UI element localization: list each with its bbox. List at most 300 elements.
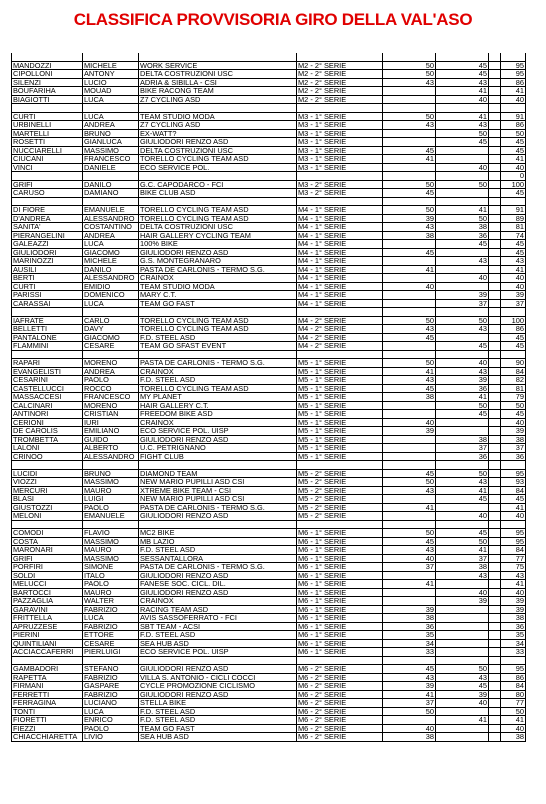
total-points-cell: 41 [501, 87, 526, 96]
category-cell: M2 - 2° SERIE [297, 95, 383, 104]
surname-cell: MARTELLI [12, 129, 83, 138]
total-points-cell: 45 [501, 333, 526, 342]
race1-points-cell [383, 129, 436, 138]
extra-cell [489, 444, 501, 453]
category-cell: M4 - 2° SERIE [297, 325, 383, 334]
total-points-cell [501, 520, 526, 529]
team-cell: VILLA S. ANTONIO - CICLI COCCI [139, 673, 297, 682]
race2-points-cell: 45 [436, 682, 489, 691]
firstname-cell: DANILO [83, 180, 139, 189]
race2-points-cell: 50 [436, 537, 489, 546]
team-cell [139, 350, 297, 359]
extra-cell [489, 495, 501, 504]
total-points-cell: 33 [501, 648, 526, 657]
team-cell: U.C. PETRIGNANO [139, 444, 297, 453]
table-row [12, 112, 526, 121]
team-cell: CRAINOX [139, 367, 297, 376]
race2-points-cell [436, 724, 489, 733]
firstname-cell: MASSIMO [83, 146, 139, 155]
table-row [12, 401, 526, 410]
category-cell: M6 - 1° SERIE [297, 639, 383, 648]
race2-points-cell [436, 639, 489, 648]
total-points-cell: 95 [501, 61, 526, 70]
race1-points-cell: 45 [383, 189, 436, 198]
extra-cell [489, 656, 501, 665]
total-points-cell: 35 [501, 631, 526, 640]
firstname-cell [83, 308, 139, 317]
surname-cell: FIORETTI [12, 716, 83, 725]
firstname-cell: EMANUELE [83, 512, 139, 521]
team-cell: DIAMOND TEAM [139, 469, 297, 478]
race2-points-cell [436, 333, 489, 342]
separator-row [12, 53, 526, 61]
category-cell: M4 - 2° SERIE [297, 342, 383, 351]
category-cell: M6 - 2° SERIE [297, 673, 383, 682]
surname-cell: PIERINI [12, 631, 83, 640]
team-cell: ADRIA & SIBILLA - CSI [139, 78, 297, 87]
firstname-cell: GIANLUCA [83, 138, 139, 147]
surname-cell: D'ANDREA [12, 214, 83, 223]
team-cell: FREEDOM BIKE ASD [139, 410, 297, 419]
surname-cell: CERIONI [12, 418, 83, 427]
total-points-cell: 86 [501, 121, 526, 130]
category-cell [297, 308, 383, 317]
category-cell: M4 - 2° SERIE [297, 316, 383, 325]
race2-points-cell: 40 [436, 274, 489, 283]
race1-points-cell [383, 350, 436, 359]
total-points-cell [501, 350, 526, 359]
extra-cell [489, 512, 501, 521]
category-cell: M5 - 1° SERIE [297, 418, 383, 427]
category-cell: M6 - 2° SERIE [297, 682, 383, 691]
surname-cell: SANITA' [12, 223, 83, 232]
total-points-cell: 39 [501, 291, 526, 300]
category-cell: M5 - 2° SERIE [297, 486, 383, 495]
firstname-cell [83, 197, 139, 206]
race2-points-cell: 41 [436, 112, 489, 121]
firstname-cell: MICHELE [83, 257, 139, 266]
race1-points-cell [383, 401, 436, 410]
race2-points-cell [436, 614, 489, 623]
surname-cell: SOLDI [12, 571, 83, 580]
team-cell: TORELLO CYCLING TEAM ASD [139, 325, 297, 334]
separator-row [12, 104, 526, 113]
table-row [12, 240, 526, 249]
table-row [12, 70, 526, 79]
total-points-cell: 37 [501, 444, 526, 453]
total-points-cell [501, 308, 526, 317]
extra-cell [489, 282, 501, 291]
total-points-cell: 95 [501, 665, 526, 674]
table-row [12, 665, 526, 674]
firstname-cell: BRUNO [83, 129, 139, 138]
race2-points-cell [436, 461, 489, 470]
table-row [12, 367, 526, 376]
table-row [12, 138, 526, 147]
total-points-cell: 34 [501, 639, 526, 648]
table-row [12, 231, 526, 240]
total-points-cell: 91 [501, 112, 526, 121]
firstname-cell: ITALO [83, 571, 139, 580]
total-points-cell: 41 [501, 503, 526, 512]
table-row [12, 546, 526, 555]
surname-cell: EVANGELISTI [12, 367, 83, 376]
category-cell: M5 - 1° SERIE [297, 410, 383, 419]
category-cell: M5 - 1° SERIE [297, 384, 383, 393]
surname-cell: MASSACCESI [12, 393, 83, 402]
surname-cell: BARTOCCI [12, 588, 83, 597]
surname-cell: MARONARI [12, 546, 83, 555]
firstname-cell: DAVY [83, 325, 139, 334]
race2-points-cell [436, 707, 489, 716]
table-row [12, 724, 526, 733]
race2-points-cell: 43 [436, 478, 489, 487]
surname-cell [12, 53, 83, 61]
race2-points-cell [436, 172, 489, 181]
category-cell: M4 - 2° SERIE [297, 333, 383, 342]
team-cell: TEAM GO FAST [139, 724, 297, 733]
category-cell: M5 - 1° SERIE [297, 452, 383, 461]
race1-points-cell: 38 [383, 614, 436, 623]
team-cell: Z7 CYCLING ASD [139, 121, 297, 130]
surname-cell: CURTI [12, 282, 83, 291]
total-points-cell: 50 [501, 401, 526, 410]
race2-points-cell [436, 155, 489, 164]
table-row [12, 121, 526, 130]
race2-points-cell [436, 580, 489, 589]
table-row [12, 597, 526, 606]
race1-points-cell [383, 240, 436, 249]
category-cell: M3 - 1° SERIE [297, 146, 383, 155]
race2-points-cell: 41 [436, 546, 489, 555]
surname-cell [12, 197, 83, 206]
category-cell [297, 350, 383, 359]
firstname-cell: MASSIMO [83, 554, 139, 563]
surname-cell: VINCI [12, 163, 83, 172]
total-points-cell: 43 [501, 571, 526, 580]
firstname-cell: DOMENICO [83, 291, 139, 300]
surname-cell: COMODI [12, 529, 83, 538]
race1-points-cell: 37 [383, 699, 436, 708]
firstname-cell: ANTONY [83, 70, 139, 79]
surname-cell [12, 308, 83, 317]
category-cell: M6 - 1° SERIE [297, 622, 383, 631]
extra-cell [489, 257, 501, 266]
extra-cell [489, 699, 501, 708]
surname-cell: COSTA [12, 537, 83, 546]
race1-points-cell: 45 [383, 146, 436, 155]
surname-cell: GIUSTOZZI [12, 503, 83, 512]
race2-points-cell [436, 418, 489, 427]
total-points-cell: 45 [501, 248, 526, 257]
total-points-cell: 95 [501, 469, 526, 478]
surname-cell: FLAMMINI [12, 342, 83, 351]
category-cell: M5 - 1° SERIE [297, 359, 383, 368]
race1-points-cell: 43 [383, 376, 436, 385]
separator-row [12, 350, 526, 359]
total-points-cell: 84 [501, 367, 526, 376]
category-cell: M4 - 1° SERIE [297, 240, 383, 249]
firstname-cell: CARLO [83, 316, 139, 325]
total-points-cell: 84 [501, 682, 526, 691]
team-cell: PASTA DE CARLONIS - TERMO S.G. [139, 563, 297, 572]
table-row [12, 282, 526, 291]
race1-points-cell: 39 [383, 605, 436, 614]
team-cell: MARY C.T. [139, 291, 297, 300]
total-points-cell [501, 461, 526, 470]
race2-points-cell: 50 [436, 214, 489, 223]
race1-points-cell: 50 [383, 707, 436, 716]
category-cell: M5 - 2° SERIE [297, 469, 383, 478]
firstname-cell [83, 172, 139, 181]
extra-cell [489, 325, 501, 334]
race1-points-cell: 41 [383, 580, 436, 589]
team-cell: EX-WATT? [139, 129, 297, 138]
race2-points-cell: 50 [436, 180, 489, 189]
race1-points-cell: 43 [383, 78, 436, 87]
race1-points-cell [383, 342, 436, 351]
total-points-cell: 38 [501, 733, 526, 742]
surname-cell: ACCIACCAFERRI [12, 648, 83, 657]
firstname-cell: COSTANTINO [83, 223, 139, 232]
race2-points-cell [436, 631, 489, 640]
surname-cell [12, 104, 83, 113]
total-points-cell: 77 [501, 699, 526, 708]
table-row [12, 529, 526, 538]
race1-points-cell [383, 95, 436, 104]
firstname-cell: MAURO [83, 588, 139, 597]
team-cell [139, 656, 297, 665]
firstname-cell: MAURO [83, 546, 139, 555]
firstname-cell: ANDREA [83, 121, 139, 130]
firstname-cell: LUIGI [83, 495, 139, 504]
category-cell [297, 520, 383, 529]
race1-points-cell [383, 257, 436, 266]
table-row [12, 223, 526, 232]
category-cell: M2 - 2° SERIE [297, 87, 383, 96]
extra-cell [489, 580, 501, 589]
race2-points-cell [436, 189, 489, 198]
race1-points-cell: 41 [383, 503, 436, 512]
category-cell: M4 - 1° SERIE [297, 257, 383, 266]
category-cell: M6 - 2° SERIE [297, 665, 383, 674]
total-points-cell: 38 [501, 614, 526, 623]
extra-cell [489, 70, 501, 79]
extra-cell [489, 189, 501, 198]
surname-cell: RAPETTA [12, 673, 83, 682]
race2-points-cell [436, 53, 489, 61]
race1-points-cell [383, 656, 436, 665]
surname-cell: BIAGIOTTI [12, 95, 83, 104]
surname-cell: PARISSI [12, 291, 83, 300]
surname-cell: APRUZZESE [12, 622, 83, 631]
race2-points-cell [436, 308, 489, 317]
team-cell: TORELLO CYCLING TEAM ASD [139, 206, 297, 215]
team-cell: ECO SERVICE POL. [139, 163, 297, 172]
race2-points-cell: 36 [436, 231, 489, 240]
table-row [12, 427, 526, 436]
race2-points-cell: 45 [436, 240, 489, 249]
team-cell [139, 520, 297, 529]
race1-points-cell [383, 172, 436, 181]
total-points-cell: 91 [501, 206, 526, 215]
total-points-cell: 100 [501, 180, 526, 189]
race1-points-cell: 40 [383, 554, 436, 563]
firstname-cell: MICHELE [83, 61, 139, 70]
table-row [12, 257, 526, 266]
total-points-cell: 45 [501, 138, 526, 147]
race2-points-cell: 39 [436, 690, 489, 699]
total-points-cell: 75 [501, 563, 526, 572]
category-cell: M4 - 1° SERIE [297, 248, 383, 257]
team-cell: TEAM STUDIO MODA [139, 282, 297, 291]
team-cell: RACING TEAM ASD [139, 605, 297, 614]
table-row [12, 571, 526, 580]
total-points-cell: 40 [501, 95, 526, 104]
team-cell: CYCLE PROMOZIONE CICLISMO [139, 682, 297, 691]
race1-points-cell: 45 [383, 248, 436, 257]
team-cell: FIGHT CLUB [139, 452, 297, 461]
firstname-cell: MORENO [83, 359, 139, 368]
race1-points-cell: 45 [383, 333, 436, 342]
race2-points-cell: 50 [436, 469, 489, 478]
surname-cell: FRITTELLA [12, 614, 83, 623]
surname-cell: FIEZZI [12, 724, 83, 733]
category-cell [297, 172, 383, 181]
team-cell: Z7 CYCLING ASD [139, 95, 297, 104]
race1-points-cell [383, 410, 436, 419]
firstname-cell: SIMONE [83, 563, 139, 572]
race2-points-cell: 45 [436, 61, 489, 70]
surname-cell: CARASSAI [12, 299, 83, 308]
table-row [12, 359, 526, 368]
race1-points-cell: 50 [383, 316, 436, 325]
table-row [12, 682, 526, 691]
team-cell: ECO SERVICE POL. UISP [139, 648, 297, 657]
race2-points-cell [436, 197, 489, 206]
race2-points-cell: 41 [436, 206, 489, 215]
team-cell: PASTA DE CARLONIS - TERMO S.G. [139, 359, 297, 368]
category-cell [297, 53, 383, 61]
extra-cell [489, 333, 501, 342]
extra-cell [489, 452, 501, 461]
table-row [12, 214, 526, 223]
race1-points-cell: 50 [383, 112, 436, 121]
race2-points-cell: 41 [436, 486, 489, 495]
category-cell: M4 - 1° SERIE [297, 223, 383, 232]
firstname-cell: LIVIO [83, 733, 139, 742]
team-cell: NEW MARIO PUPILLI ASD CSI [139, 495, 297, 504]
race1-points-cell [383, 138, 436, 147]
race2-points-cell: 45 [436, 138, 489, 147]
extra-cell [489, 146, 501, 155]
surname-cell: GAMBADORI [12, 665, 83, 674]
surname-cell: CALCINARI [12, 401, 83, 410]
team-cell: SEA HUB ASD [139, 639, 297, 648]
race1-points-cell [383, 444, 436, 453]
total-points-cell: 40 [501, 163, 526, 172]
race1-points-cell: 43 [383, 121, 436, 130]
total-points-cell: 40 [501, 512, 526, 521]
race1-points-cell: 50 [383, 206, 436, 215]
extra-cell [489, 53, 501, 61]
race2-points-cell: 45 [436, 70, 489, 79]
team-cell: DELTA COSTRUZIONI USC [139, 223, 297, 232]
table-row [12, 580, 526, 589]
category-cell: M5 - 2° SERIE [297, 478, 383, 487]
team-cell: F.D. STEEL ASD [139, 716, 297, 725]
surname-cell: GIULIODORI [12, 248, 83, 257]
table-row [12, 325, 526, 334]
race1-points-cell: 50 [383, 180, 436, 189]
table-row [12, 699, 526, 708]
surname-cell: TONTI [12, 707, 83, 716]
total-points-cell: 41 [501, 155, 526, 164]
extra-cell [489, 469, 501, 478]
table-row [12, 648, 526, 657]
team-cell: TEAM STUDIO MODA [139, 112, 297, 121]
firstname-cell: ALBERTO [83, 444, 139, 453]
category-cell [297, 461, 383, 470]
team-cell: SESSANTALLORA [139, 554, 297, 563]
category-cell: M6 - 2° SERIE [297, 707, 383, 716]
surname-cell: DE CAROLIS [12, 427, 83, 436]
extra-cell [489, 724, 501, 733]
surname-cell: CIPOLLONI [12, 70, 83, 79]
extra-cell [489, 503, 501, 512]
race1-points-cell: 50 [383, 359, 436, 368]
surname-cell [12, 520, 83, 529]
race1-points-cell [383, 461, 436, 470]
race2-points-cell: 45 [436, 342, 489, 351]
category-cell: M6 - 1° SERIE [297, 605, 383, 614]
surname-cell: CRINOO [12, 452, 83, 461]
extra-cell [489, 622, 501, 631]
table-row [12, 716, 526, 725]
category-cell: M4 - 1° SERIE [297, 299, 383, 308]
team-cell: DELTA COSTRUZIONI USC [139, 70, 297, 79]
table-row [12, 537, 526, 546]
category-cell: M4 - 1° SERIE [297, 231, 383, 240]
extra-cell [489, 299, 501, 308]
total-points-cell: 80 [501, 690, 526, 699]
team-cell: HAIR GALLERY C.T. [139, 401, 297, 410]
surname-cell: PAZZAGLIA [12, 597, 83, 606]
race2-points-cell [436, 605, 489, 614]
table-row [12, 563, 526, 572]
firstname-cell: PAOLO [83, 376, 139, 385]
surname-cell: BERTI [12, 274, 83, 283]
category-cell: M5 - 1° SERIE [297, 367, 383, 376]
total-points-cell: 45 [501, 146, 526, 155]
table-row [12, 503, 526, 512]
team-cell: F.D. STEEL ASD [139, 546, 297, 555]
total-points-cell: 45 [501, 495, 526, 504]
table-row [12, 393, 526, 402]
extra-cell [489, 308, 501, 317]
extra-cell [489, 231, 501, 240]
race2-points-cell: 50 [436, 665, 489, 674]
table-row [12, 180, 526, 189]
category-cell: M4 - 1° SERIE [297, 265, 383, 274]
extra-cell [489, 138, 501, 147]
race1-points-cell [383, 87, 436, 96]
race1-points-cell: 41 [383, 265, 436, 274]
category-cell: M3 - 1° SERIE [297, 163, 383, 172]
surname-cell: ANTINORI [12, 410, 83, 419]
surname-cell: BOUFARIHA [12, 87, 83, 96]
firstname-cell: ETTORE [83, 631, 139, 640]
